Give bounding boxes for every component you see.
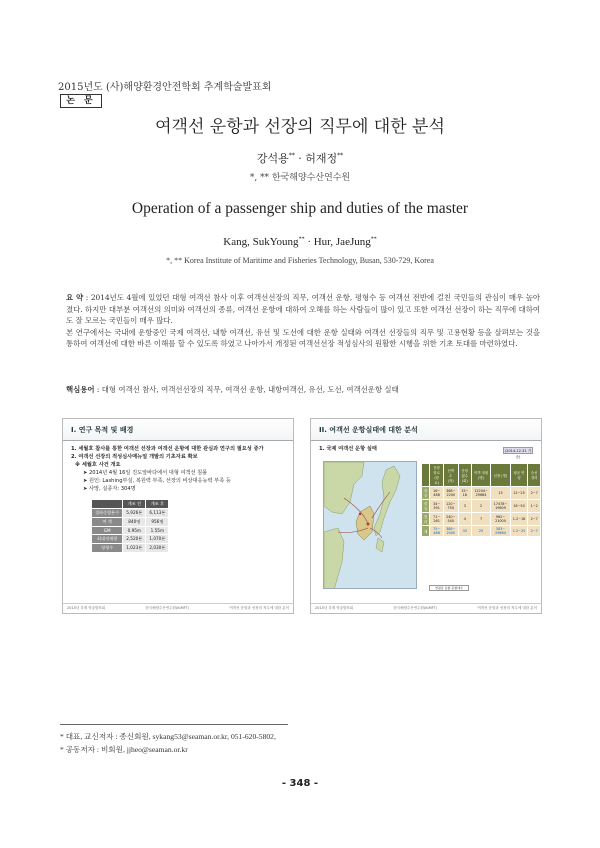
- abstract-text-1: : 2014년도 4월에 있었던 대형 여객선 참사 이후 여객선선장의 직무, 여객선 운항, 평형수 등 여객선 전반에 걸친 국민들의 관심이 매우 높아졌다. 하지만 대부분 여객선의 의미와 여객선의 종류, 여객선 운항에 대하여 오해를 하는 사람들이 많이 있고 또한 여객선 선장이 하는 직무에 대하여도 잘 모르는 국민들이 매우 많다.: [66, 293, 540, 326]
- slide-right-title: II. 여객선 운항실태에 대한 분석: [311, 419, 541, 441]
- table-cell: 388~ 2000: [443, 526, 458, 537]
- table-row: [422, 500, 541, 513]
- slide-left-list: [63, 441, 293, 497]
- map-legend: 연평균 운항 운항대수: [429, 585, 469, 591]
- table-row-header: 최대적재량: [92, 535, 123, 544]
- table-header-row: [422, 464, 541, 487]
- table-cell: 1.55m: [146, 527, 169, 535]
- table-row-header: 한러: [422, 513, 430, 526]
- slide-left-item: ➤ 2014년 4월 16일 진도앞바다에서 대형 여객선 침몰: [83, 470, 208, 476]
- table-header-row: [92, 500, 169, 509]
- table-header-cell: 선박 수 (척): [443, 464, 458, 487]
- keywords: [66, 384, 540, 395]
- date-badge: (2014.12.31 기준): [504, 449, 532, 459]
- table-cell: 6,113톤: [146, 509, 169, 518]
- table-row: [92, 527, 169, 535]
- table-header-cell: 개조 후: [146, 500, 169, 509]
- table-cell: 2~7: [528, 513, 541, 526]
- footnote-corresponding: * 대표, 교신저자 : 종신회원, sykang53@seaman.or.kr, 051-620-5802,: [60, 732, 276, 741]
- route-map-image: [323, 461, 417, 589]
- keywords-text: : 대형 여객선 참사, 여객선선장의 직무, 여객선 운항, 내항여객선, 유선, 도선, 여객선운항 실태: [94, 385, 399, 394]
- footnote-coauthor: * 공동저자 : 비회원, jjheo@seaman.or.kr: [60, 745, 188, 754]
- table-cell: 3: [458, 500, 471, 513]
- table-cell: 1.2~18: [510, 513, 528, 526]
- title-english: Operation of a passenger ship and duties of the master: [131, 200, 469, 217]
- table-row-header: 한일: [422, 500, 430, 513]
- slide-left-item: ➤ 원인: Lashing부실, 복원력 부족, 선장의 비상대응능력 부족 등: [83, 478, 231, 484]
- author-1-name-ko: 강석용: [256, 152, 289, 165]
- table-row: [92, 518, 169, 527]
- slide-footer-right: 여객선 운항과 선장의 직무에 대한 분석: [477, 606, 537, 610]
- table-header-cell: 여객 정원 (명): [471, 464, 490, 487]
- slide-research-purpose: [62, 418, 294, 614]
- author-1-name-en: Kang, SukYoung: [223, 236, 299, 248]
- author-2-sup-en: **: [370, 236, 377, 243]
- table-row: [92, 509, 169, 518]
- table-header-cell: 선장 (명): [491, 464, 510, 487]
- slide-footer-right: 여객선 운항과 선장의 직무에 대한 분석: [229, 606, 289, 610]
- table-cell: 956명: [146, 518, 169, 527]
- table-header-cell: 운항 횟수 (회): [458, 464, 471, 487]
- table-cell: 33: [458, 526, 471, 537]
- table-cell: 2~7: [528, 526, 541, 537]
- table-row-header: GM: [92, 527, 123, 535]
- table-cell: 15: [491, 487, 510, 500]
- author-separator-ko: ·: [294, 152, 306, 165]
- table-header-cell: 평균 연령: [510, 464, 528, 487]
- table-header-cell: [92, 500, 123, 509]
- table-header-cell: 개조 전: [123, 500, 146, 509]
- table-cell: 4: [458, 513, 471, 526]
- table-cell: 15~ 18: [458, 487, 471, 500]
- author-2-name-en: Hur, JaeJung: [313, 236, 371, 248]
- author-1-sup-ko: **: [288, 152, 295, 160]
- slide-footer-left: 2015년 추계 학술발표회: [67, 606, 106, 610]
- table-cell: 25: [471, 526, 490, 537]
- footnote-divider: [60, 724, 288, 725]
- slide-left-footer: [63, 603, 293, 613]
- table-header-cell: 운항 항로 (항로): [430, 464, 443, 487]
- map-illustration: [324, 462, 417, 589]
- table-cell: 16~ 488: [430, 487, 443, 500]
- table-cell: 120~ 750: [443, 500, 458, 513]
- table-cell: 7: [471, 513, 490, 526]
- author-separator-en: ·: [304, 236, 314, 248]
- table-cell: 16~50: [510, 500, 528, 513]
- abstract-lead: 요 약: [66, 293, 84, 302]
- table-cell: 12~25: [510, 487, 528, 500]
- table-row: [422, 513, 541, 526]
- table-cell: 5,926톤: [123, 509, 146, 518]
- table-cell: 840명: [123, 518, 146, 527]
- table-row-header: 평형수: [92, 544, 123, 553]
- abstract-paragraph-1: [66, 292, 540, 327]
- table-cell: 0.95m: [123, 527, 146, 535]
- table-row-header: 여 객: [92, 518, 123, 527]
- slide-footer-mid: 한국해양수산연수원(KIMFT): [145, 606, 190, 610]
- table-row: [422, 526, 541, 537]
- slide-left-item: 1. 세월호 참사를 통한 여객선 선장과 여객선 운항에 대한 관심과 연구의 필요성 증가: [71, 446, 264, 452]
- affiliation-english: *, ** Korea Institute of Maritime and Fisheries Technology, Busan, 530-729, Korea: [166, 256, 434, 265]
- table-cell: 2,520톤: [123, 535, 146, 544]
- author-2-sup-ko: **: [337, 152, 344, 160]
- paper-type-label: 논 문: [60, 94, 102, 108]
- table-cell: 75~ 488: [430, 526, 443, 537]
- table-row: [92, 535, 169, 544]
- table-cell: 1,023톤: [123, 544, 146, 553]
- authors-korean: [0, 150, 600, 166]
- table-cell: 368~ 2200: [443, 487, 458, 500]
- table-cell: 34~ 391: [430, 500, 443, 513]
- abstract: [66, 292, 540, 350]
- table-cell: 383~ 29684: [491, 526, 510, 537]
- table-cell: 1~2: [528, 500, 541, 513]
- table-row-header: 한중: [422, 487, 430, 500]
- table-cell: 71~ 261: [430, 513, 443, 526]
- table-cell: 2: [471, 500, 490, 513]
- table-row-header: 경하중량톤수: [92, 509, 123, 518]
- intl-ferry-table: [421, 463, 541, 537]
- slide-left-item: 2. 여객선 선장의 적성심사매뉴얼 개발의 기초자료 확보: [71, 454, 198, 460]
- slide-left-item: ➤ 사망, 실종자: 304명: [83, 486, 136, 492]
- sewol-comparison-table: [91, 499, 169, 553]
- table-row-header: 계: [422, 526, 430, 537]
- slide-left-item: ※ 세월호 사건 개요: [75, 462, 121, 468]
- table-row: [92, 544, 169, 553]
- table-header-cell: [422, 464, 430, 487]
- table-cell: 2,030톤: [146, 544, 169, 553]
- author-1-sup-en: **: [298, 236, 305, 243]
- keywords-label: 핵심용어: [66, 385, 95, 394]
- table-cell: 2~7: [528, 487, 541, 500]
- table-cell: 17478~ 19609: [491, 500, 510, 513]
- slide-left-title: I. 연구 목적 및 배경: [63, 419, 293, 441]
- conference-header: 2015년도 (사)해양환경안전학회 추계학술발표회: [58, 82, 272, 93]
- abstract-paragraph-2: 본 연구에서는 국내에 운항중인 국제 여객선, 내항 여객선, 유선 및 도선에 대한 운항 실태와 여객선 선장들의 직무 및 고용현황 등을 살펴보는 것을 통하여 여객선에 대한 바른 이해를 할 수 있도록 하였고 나아가서 개정된 여객선선장 적성심사의 원활한 시행을 위한 기초 토대를 마련하였다.: [66, 327, 540, 349]
- page-number: - 348 -: [281, 778, 319, 789]
- slide-footer-mid: 한국해양수산연수원(KIMFT): [393, 606, 438, 610]
- affiliation-korean: *, ** 한국해양수산연수원: [249, 173, 351, 183]
- slide-right-footer: [311, 603, 541, 613]
- table-cell: 1,070톤: [146, 535, 169, 544]
- table-cell: 1.2~25: [510, 526, 528, 537]
- slide-footer-left: 2015년 추계 학술발표회: [315, 606, 354, 610]
- slide-operation-status: [310, 418, 542, 614]
- table-cell: 962~ 21000: [491, 513, 510, 526]
- table-header-cell: 승선 경력: [528, 464, 541, 487]
- authors-english: [0, 236, 600, 248]
- slide-right-subtitle: 1. 국제 여객선 운항 실태: [319, 446, 377, 452]
- table-cell: 12204~ 29684: [471, 487, 490, 500]
- title-korean: 여객선 운항과 선장의 직무에 대한 분석: [155, 117, 445, 137]
- table-row: [422, 487, 541, 500]
- footnotes: [60, 730, 276, 756]
- table-cell: 240~ 540: [443, 513, 458, 526]
- author-2-name-ko: 허재정: [305, 152, 338, 165]
